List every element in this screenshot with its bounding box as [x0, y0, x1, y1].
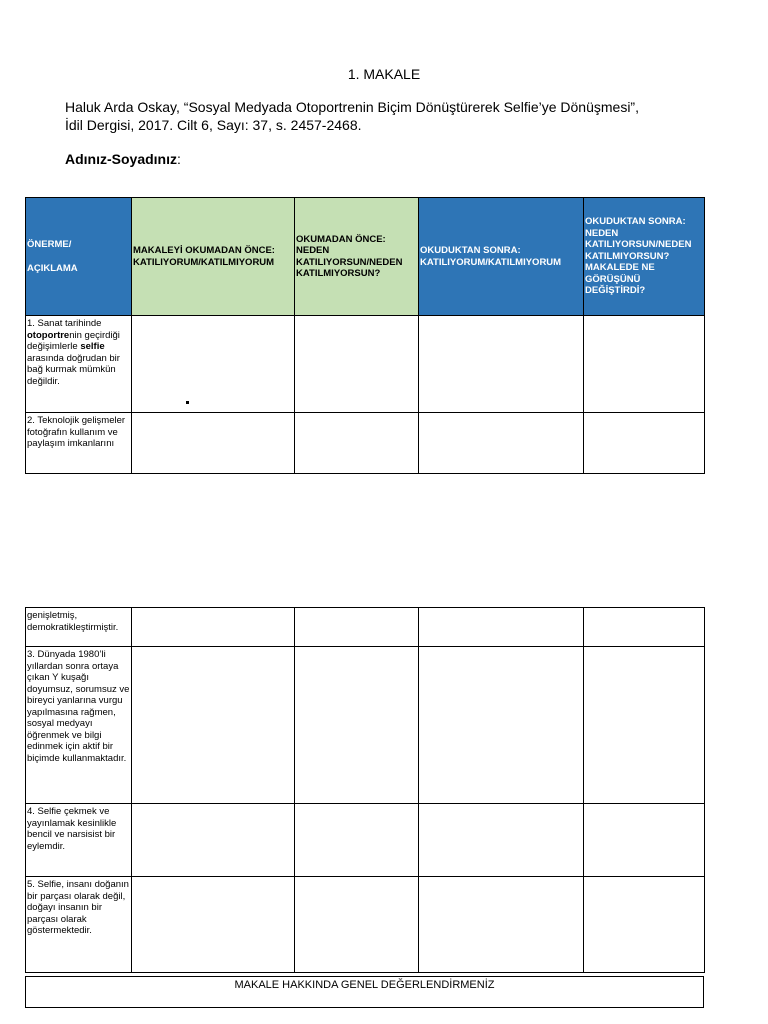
- name-field[interactable]: [65, 151, 181, 167]
- proposition-2-part-1: 2. Teknolojik gelişmeler fotoğrafın kullanım ve paylaşım imkanlarını: [26, 413, 132, 474]
- answer-cell[interactable]: [295, 316, 419, 413]
- header-proposition-line-1: ÖNERME/: [27, 239, 72, 250]
- answer-cell[interactable]: [419, 608, 584, 647]
- header-proposition-line-2: AÇIKLAMA: [27, 262, 78, 274]
- evaluation-table-part-2: [25, 607, 705, 973]
- answer-cell[interactable]: [295, 647, 419, 804]
- answer-cell[interactable]: [132, 647, 295, 804]
- general-evaluation-title: MAKALE HAKKINDA GENEL DEĞERLENDİRMENİZ: [234, 979, 495, 991]
- table-row: [26, 316, 705, 413]
- answer-cell[interactable]: [419, 647, 584, 804]
- table-row: [26, 804, 705, 877]
- stray-dot: [186, 401, 189, 404]
- name-label: Adınız-Soyadınız: [65, 151, 177, 167]
- answer-cell[interactable]: [584, 647, 705, 804]
- answer-cell[interactable]: [132, 804, 295, 877]
- proposition-2-part-2: genişletmiş, demokratikleştirmiştir.: [26, 608, 132, 647]
- proposition-3: 3. Dünyada 1980’li yıllardan sonra ortaya çıkan Y kuşağı doyumsuz, sorumsuz ve bireyci yanlarına vurgu yapılmasına rağmen, sosyal medyayı öğrenmek ve bilgi edinmek için aktif bir biçimde kullanmaktadır.: [26, 647, 132, 804]
- answer-cell[interactable]: [584, 804, 705, 877]
- answer-cell[interactable]: [132, 877, 295, 973]
- table-row: [26, 608, 705, 647]
- answer-cell[interactable]: [295, 804, 419, 877]
- answer-cell[interactable]: [419, 804, 584, 877]
- answer-cell[interactable]: [295, 413, 419, 474]
- answer-cell[interactable]: [295, 877, 419, 973]
- answer-cell[interactable]: [584, 413, 705, 474]
- answer-cell[interactable]: [419, 877, 584, 973]
- citation-line-2: İdil Dergisi, 2017. Cilt 6, Sayı: 37, s. 2457-2468.: [65, 117, 362, 133]
- answer-cell[interactable]: [584, 316, 705, 413]
- table-row: [26, 877, 705, 973]
- answer-cell[interactable]: [584, 608, 705, 647]
- evaluation-table-part-1: [25, 197, 705, 474]
- table-row: [26, 647, 705, 804]
- answer-cell[interactable]: [419, 316, 584, 413]
- answer-cell[interactable]: [295, 608, 419, 647]
- table-header-row: [26, 198, 705, 316]
- header-before-why: OKUMADAN ÖNCE: NEDEN KATILIYORSUN/NEDEN KATILMIYORSUN?: [295, 198, 419, 316]
- header-after-why: OKUDUKTAN SONRA: NEDEN KATILIYORSUN/NEDEN KATILMIYORSUN? MAKALEDE NE GÖRÜŞÜNÜ DEĞİŞTİRDİ?: [584, 198, 705, 316]
- proposition-1: 1. Sanat tarihinde otoportrenin geçirdiği değişimlerle selfie arasında doğrudan bir bağ kurmak mümkün değildir.: [26, 316, 132, 413]
- answer-cell[interactable]: [584, 877, 705, 973]
- page-title: 1. MAKALE: [347, 66, 421, 82]
- answer-cell[interactable]: [132, 413, 295, 474]
- answer-cell[interactable]: [419, 413, 584, 474]
- citation-line-1: Haluk Arda Oskay, “Sosyal Medyada Otoportrenin Biçim Dönüştürerek Selfie’ye Dönüşmesi”,: [65, 99, 639, 115]
- header-proposition: [26, 198, 132, 316]
- proposition-5: 5. Selfie, insanı doğanın bir parçası olarak değil, doğayı insanın bir parçası olarak göstermektedir.: [26, 877, 132, 973]
- answer-cell[interactable]: [132, 316, 295, 413]
- general-evaluation-box[interactable]: [25, 976, 704, 1008]
- name-colon: :: [177, 151, 181, 167]
- table-row: [26, 413, 705, 474]
- header-before-agree: MAKALEYİ OKUMADAN ÖNCE: KATILIYORUM/KATILMIYORUM: [132, 198, 295, 316]
- answer-cell[interactable]: [132, 608, 295, 647]
- citation: [65, 98, 705, 134]
- proposition-4: 4. Selfie çekmek ve yayınlamak kesinlikle bencil ve narsisist bir eylemdir.: [26, 804, 132, 877]
- header-after-agree: OKUDUKTAN SONRA: KATILIYORUM/KATILMIYORUM: [419, 198, 584, 316]
